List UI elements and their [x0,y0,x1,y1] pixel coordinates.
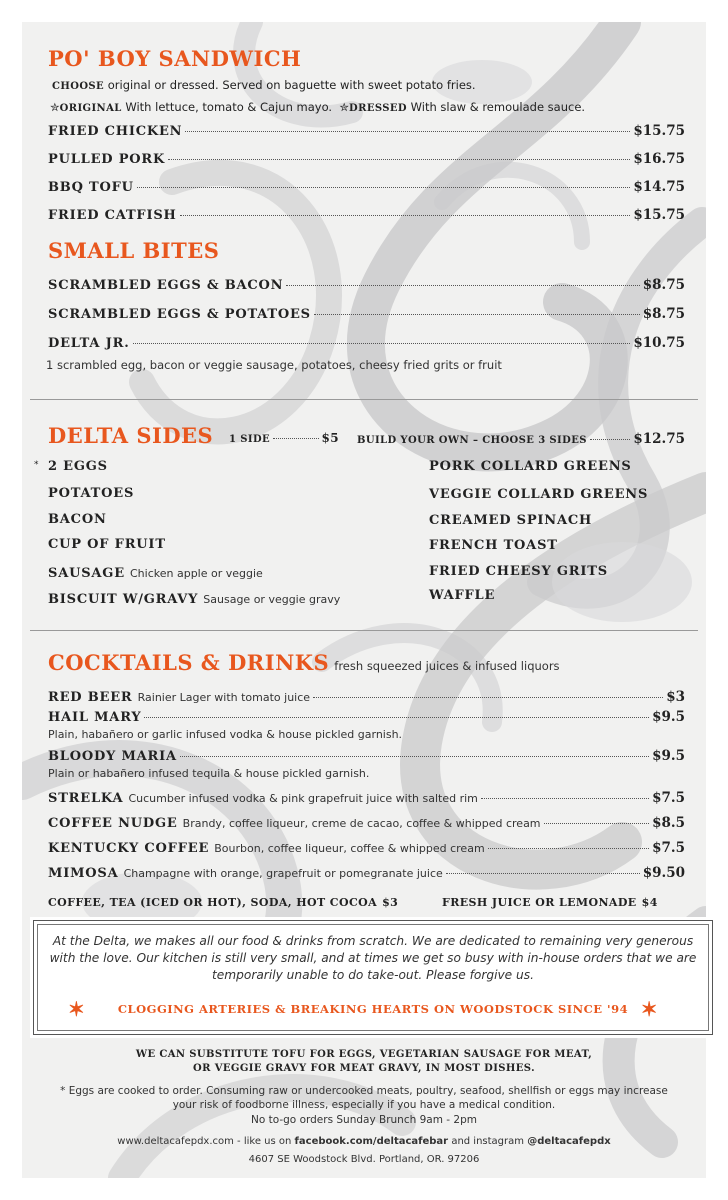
leader-dots [144,717,649,718]
menu-item [48,306,685,322]
side-item-sausage [48,562,263,581]
side-item: CREAMED SPINACH [429,513,593,528]
extra-name: FRESH JUICE OR LEMONADE [442,896,637,909]
poboy-title: PO' BOY SANDWICH [48,46,302,71]
choose-text: original or dressed. Served on baguette with sweet potato fries. [107,78,476,92]
item-price: $10.75 [633,335,685,351]
item-price: $14.75 [633,179,685,195]
asterisk-mark: * [34,460,39,470]
leader-dots [168,159,630,160]
section-divider [30,399,698,400]
drink-item [48,686,685,705]
original-text: With lettuce, tomato & Cajun mayo. [125,100,333,114]
one-side-price: $5 [321,431,339,445]
side-item: CUP OF FRUIT [48,537,166,552]
leader-dots [446,873,640,874]
drink-price: $3 [666,689,685,705]
dressed-label: DRESSED [349,103,407,114]
substitution-line-1: WE CAN SUBSTITUTE TOFU FOR EGGS, VEGETARIAN SAUSAGE FOR MEAT, [135,1049,593,1060]
one-side-price-row [229,431,339,445]
star-icon: ✮ [50,100,60,114]
item-name: SCRAMBLED EGGS & POTATOES [48,307,311,322]
drinks-title: COCKTAILS & DRINKS [48,650,330,675]
drink-price: $9.5 [652,748,685,764]
leader-dots [590,439,630,440]
side-item: VEGGIE COLLARD GREENS [429,487,649,502]
small-bites-title: SMALL BITES [48,238,220,263]
poboy-options-line [50,100,585,114]
side-item-desc: Chicken apple or veggie [130,567,263,580]
leader-dots [481,798,649,799]
drink-item [48,812,685,831]
side-item: FRIED CHEESY GRITS [429,564,608,579]
drink-name: RED BEER [48,690,133,705]
item-price: $8.75 [642,277,685,293]
tagline-text: CLOGGING ARTERIES & BREAKING HEARTS ON WOODSTOCK SINCE '94 [117,1002,629,1016]
drink-name: STRELKA [48,791,124,806]
drink-subtext: Plain or habañero infused tequila & house pickled garnish. [48,767,370,780]
side-item: 2 EGGS [48,459,108,474]
one-side-label: 1 SIDE [229,434,271,445]
drink-desc: Champagne with orange, grapefruit or pomegranate juice [123,867,443,880]
side-item: FRENCH TOAST [429,538,558,553]
item-name: BBQ TOFU [48,180,134,195]
leader-dots [180,756,649,757]
tagline [34,997,712,1021]
leader-dots [185,131,630,132]
leader-dots [544,823,650,824]
menu-item [48,179,685,195]
leader-dots [137,187,631,188]
to-go-notice: No to-go orders Sunday Brunch 9am - 2pm [251,1114,477,1126]
build-your-own-row [357,431,685,447]
item-name: SCRAMBLED EGGS & BACON [48,278,284,293]
item-name: PULLED PORK [48,152,166,167]
drink-item [48,862,685,881]
drink-desc: Rainier Lager with tomato juice [137,691,311,704]
item-price: $16.75 [633,151,685,167]
like-text: - like us on [233,1136,292,1147]
side-item-biscuit [48,588,340,607]
side-item: PORK COLLARD GREENS [429,459,632,474]
side-item: BACON [48,512,107,527]
side-item: POTATOES [48,486,135,501]
contact-line [22,1136,706,1147]
drink-desc: Brandy, coffee liqueur, creme de cacao, coffee & whipped cream [182,817,541,830]
drink-name: MIMOSA [48,866,119,881]
drink-desc: Bourbon, coffee liqueur, coffee & whipped cream [214,842,485,855]
item-price: $8.75 [642,306,685,322]
and-text: and instagram [451,1136,525,1147]
star-icon: ✮ [335,100,350,114]
star-icon: ✶ [68,997,86,1021]
leader-dots [133,343,631,344]
item-name: FRIED CHICKEN [48,124,183,139]
drink-name: BLOODY MARIA [48,749,177,764]
star-icon: ✶ [640,997,658,1021]
drink-name: KENTUCKY COFFEE [48,841,210,856]
drink-extra-left [48,891,398,910]
poboy-choose-line [52,78,476,92]
menu-item [48,151,685,167]
substitution-line-2: OR VEGGIE GRAVY FOR MEAT GRAVY, IN MOST DISHES. [193,1063,535,1074]
leader-dots [313,697,663,698]
menu-item [48,277,685,293]
side-item-name: SAUSAGE [48,566,125,581]
item-name: FRIED CATFISH [48,208,177,223]
extra-name: COFFEE, TEA (ICED OR HOT), SODA, HOT COCOA [48,896,378,909]
item-name: DELTA JR. [48,336,130,351]
side-item-desc: Sausage or veggie gravy [203,593,341,606]
dressed-text: With slaw & remoulade sauce. [410,100,586,114]
menu-item [48,123,685,139]
address: 4607 SE Woodstock Blvd. Portland, OR. 97206 [248,1154,480,1165]
drink-item [48,787,685,806]
drinks-subtitle: fresh squeezed juices & infused liquors [334,659,560,673]
leader-dots [273,438,318,439]
menu-item [48,335,685,351]
leader-dots [180,215,631,216]
item-price: $15.75 [633,207,685,223]
food-warning-line-1: * Eggs are cooked to order. Consuming raw or undercooked meats, poultry, seafood, shellfish or eggs may increase [60,1085,668,1097]
delta-jr-description: 1 scrambled egg, bacon or veggie sausage, potatoes, cheesy fried grits or fruit [46,358,502,372]
item-price: $15.75 [633,123,685,139]
drink-desc: Cucumber infused vodka & pink grapefruit juice with salted rim [128,792,478,805]
sides-title: DELTA SIDES [48,423,214,448]
extra-price: $3 [382,896,399,909]
drink-price: $9.50 [642,865,685,881]
food-warning-line-2: your risk of foodborne illness, especially if you have a medical condition. [172,1099,556,1111]
extra-price: $4 [641,896,658,909]
kitchen-note-text: At the Delta, we makes all our food & drinks from scratch. We are dedicated to remaining very generous with the love. Our kitchen is still very small, and at times we get so busy with in-house orders that we are temporarily unable to do take-out. Please forgive us. [49,934,697,982]
drink-name: COFFEE NUDGE [48,816,178,831]
drink-extra-right [442,891,658,910]
leader-dots [286,285,639,286]
drink-item [48,837,685,856]
drink-name: HAIL MARY [48,710,142,725]
original-label: ORIGINAL [59,103,122,114]
instagram-link[interactable]: @deltacafepdx [527,1136,611,1147]
drink-subtext: Plain, habañero or garlic infused vodka & house pickled garnish. [48,728,403,741]
drink-item [48,748,685,764]
website-link[interactable]: www.deltacafepdx.com [117,1136,234,1147]
drinks-heading [48,650,560,675]
build-price: $12.75 [633,431,685,447]
build-label: BUILD YOUR OWN – CHOOSE 3 SIDES [357,435,587,446]
menu-item [48,207,685,223]
leader-dots [488,848,649,849]
drink-price: $7.5 [652,840,685,856]
side-item-name: BISCUIT W/GRAVY [48,592,199,607]
section-divider [30,630,698,631]
kitchen-note-box [33,920,713,1035]
drink-price: $8.5 [652,815,685,831]
drink-item [48,709,685,725]
drink-price: $9.5 [652,709,685,725]
facebook-link[interactable]: facebook.com/deltacafebar [294,1136,449,1147]
leader-dots [314,314,640,315]
choose-label: CHOOSE [52,81,105,92]
drink-price: $7.5 [652,790,685,806]
side-item: WAFFLE [429,588,496,603]
